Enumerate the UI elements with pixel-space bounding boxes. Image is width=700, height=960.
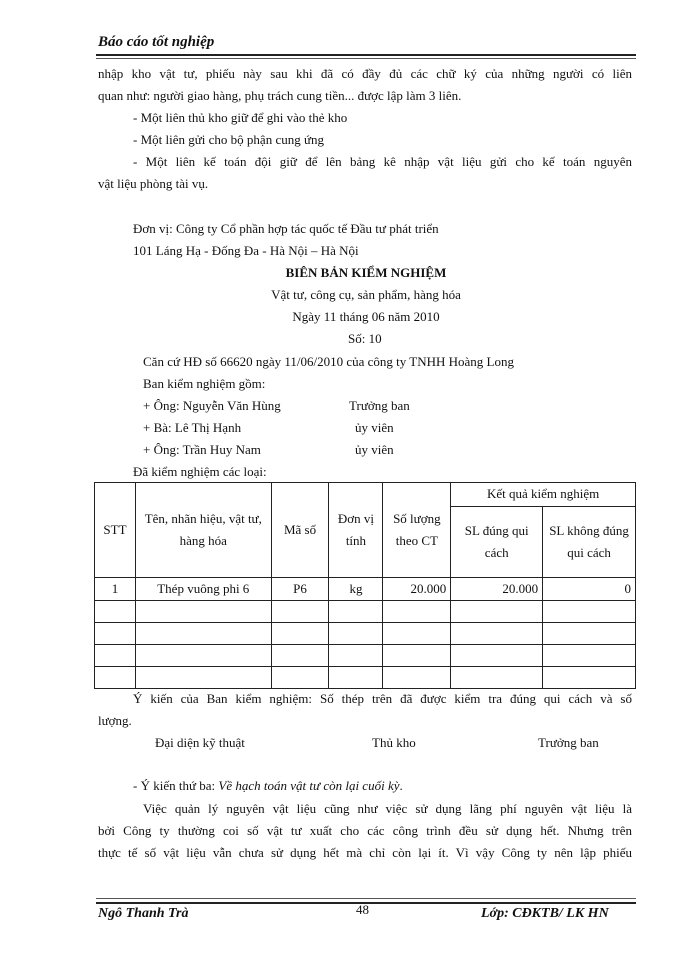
opinion-line-2: lượng. — [98, 713, 132, 728]
member-2-name: + Bà: Lê Thị Hạnh — [143, 420, 242, 435]
intro-bullet-2: - Một liên gửi cho bộ phận cung ứng — [133, 132, 325, 147]
paragraph-line-1: Việc quản lý nguyên vật liệu cũng như việc sử dụng lãng phí nguyên vật liệu là — [143, 801, 632, 816]
cell-unit: kg — [329, 578, 383, 601]
footer-page-number: 48 — [356, 902, 369, 917]
member-2-role: ủy viên — [355, 420, 394, 435]
intro-line-1: nhập kho vật tư, phiếu này sau khi đã có đầy đủ các chữ ký của những người có liên — [98, 66, 632, 81]
signature-technical: Đại diện kỹ thuật — [155, 735, 245, 750]
report-date: Ngày 11 tháng 06 năm 2010 — [292, 309, 440, 324]
header-not-ok: SL không đúng qui cách — [543, 506, 636, 577]
footer-class: Lớp: CĐKTB/ LK HN — [481, 906, 609, 921]
unit-address: 101 Láng Hạ - Đống Đa - Hà Nội – Hà Nội — [133, 243, 359, 258]
paragraph-line-3: thực tế số vật liệu vẫn chưa sử dụng hết mà chỉ còn lại ít. Vì vậy Công ty nên lập phiếu — [98, 845, 632, 860]
report-basis: Căn cứ HĐ số 66620 ngày 11/06/2010 của công ty TNHH Hoàng Long — [143, 354, 514, 369]
member-3-role: ủy viên — [355, 442, 394, 457]
header-rule — [96, 54, 636, 56]
header-ok: SL đúng qui cách — [451, 506, 543, 577]
intro-bullet-1: - Một liên thủ kho giữ để ghi vào thẻ kho — [133, 110, 348, 125]
header-stt: STT — [95, 483, 136, 578]
third-opinion-title: Về hạch toán vật tư còn lại cuối kỳ — [218, 778, 400, 793]
intro-line-last: vật liệu phòng tài vụ. — [98, 176, 209, 191]
header-name: Tên, nhãn hiệu, vật tư, hàng hóa — [135, 483, 271, 578]
table-row — [95, 578, 636, 601]
signature-head: Trưởng ban — [538, 735, 599, 750]
table-row-empty — [95, 623, 636, 645]
table-header-row — [95, 483, 636, 507]
header-unit: Đơn vị tính — [329, 483, 383, 578]
report-subtitle: Vật tư, công cụ, sản phẩm, hàng hóa — [271, 287, 461, 302]
third-opinion — [133, 778, 403, 794]
member-1-name: + Ông: Nguyễn Văn Hùng — [143, 398, 281, 413]
intro-bullet-3: - Một liên kế toán đội giữ để lên bảng kê nhập vật liệu gửi cho kế toán nguyên — [133, 154, 632, 169]
board-intro: Ban kiểm nghiệm gồm: — [143, 376, 266, 391]
inspection-table — [94, 482, 636, 689]
table-row-empty — [95, 645, 636, 667]
third-opinion-prefix: - Ý kiến thứ ba: — [133, 778, 219, 793]
member-3-name: + Ông: Trần Huy Nam — [143, 442, 261, 457]
footer-rule-thin — [96, 898, 636, 899]
header-result: Kết quả kiểm nghiệm — [451, 483, 636, 507]
header-title: Báo cáo tốt nghiệp — [98, 34, 215, 50]
intro-line-2: quan như: người giao hàng, phụ trách cung tiền... được lập làm 3 liên. — [98, 88, 462, 103]
signature-storekeeper: Thủ kho — [372, 735, 416, 750]
member-1-role: Trưởng ban — [349, 398, 410, 413]
cell-code: P6 — [271, 578, 329, 601]
header-qty: Số lượng theo CT — [383, 483, 451, 578]
cell-name: Thép vuông phi 6 — [135, 578, 271, 601]
paragraph-line-2: bởi Công ty thường coi số vật tư xuất cho các công trình đều sử dụng hết. Nhưng trên — [98, 823, 632, 838]
footer-author: Ngô Thanh Trà — [98, 906, 189, 921]
cell-stt: 1 — [95, 578, 136, 601]
cell-ok: 20.000 — [451, 578, 543, 601]
report-number: Số: 10 — [348, 331, 382, 346]
cell-not-ok: 0 — [543, 578, 636, 601]
unit-name: Đơn vị: Công ty Cổ phần hợp tác quốc tế Đầu tư phát triển — [133, 221, 439, 236]
cell-qty: 20.000 — [383, 578, 451, 601]
table-row-empty — [95, 601, 636, 623]
opinion-line-1: Ý kiến của Ban kiểm nghiệm: Số thép trên đã được kiểm tra đúng qui cách và số — [133, 691, 632, 706]
header-rule-thin — [96, 58, 636, 59]
report-title: BIÊN BẢN KIỂM NGHIỆM — [285, 265, 447, 280]
inspected-intro: Đã kiểm nghiệm các loại: — [133, 464, 267, 479]
header-code: Mã số — [271, 483, 329, 578]
third-opinion-suffix: . — [399, 778, 403, 793]
table-row-empty — [95, 667, 636, 689]
